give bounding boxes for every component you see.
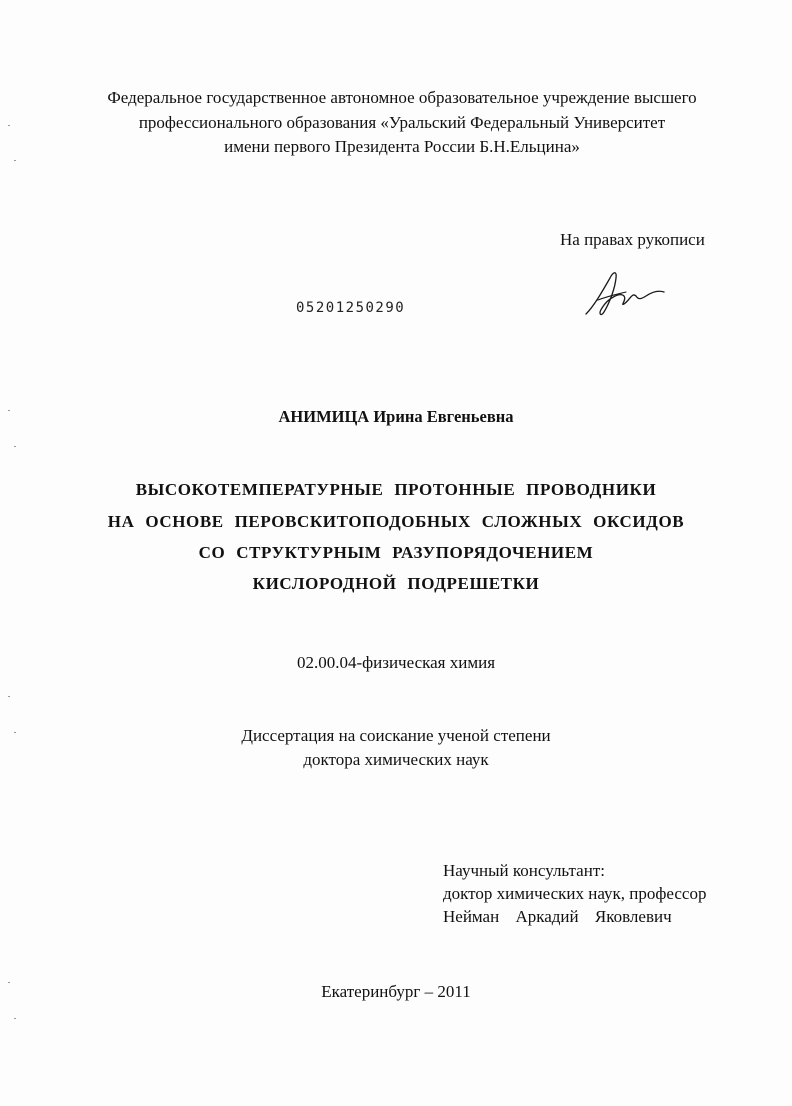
- consultant-name: Нейман Аркадий Яковлевич: [443, 907, 672, 926]
- degree-line-2: доктора химических наук: [303, 750, 489, 769]
- thesis-title-line-3: СО СТРУКТУРНЫМ РАЗУПОРЯДОЧЕНИЕМ: [198, 543, 594, 562]
- consultant-label: Научный консультант:: [443, 861, 605, 880]
- catalog-number: 05201250290: [296, 300, 406, 316]
- scan-margin-mark: [14, 160, 16, 161]
- author-name: АНИМИЦА Ирина Евгеньевна: [278, 407, 514, 426]
- scan-margin-mark: [8, 982, 10, 983]
- scan-margin-mark: [14, 1018, 16, 1019]
- scan-margin-mark: [8, 410, 10, 411]
- scan-margin-mark: [8, 696, 10, 697]
- scan-margin-mark: [8, 125, 10, 126]
- institution-line-1: Федеральное государственное автономное образовательное учреждение высшего: [107, 88, 697, 107]
- manuscript-rights-note: На правах рукописи: [560, 230, 705, 249]
- institution-line-3: имени первого Президента России Б.Н.Ельцина»: [224, 137, 580, 156]
- thesis-title-line-4: КИСЛОРОДНОЙ ПОДРЕШЕТКИ: [252, 574, 540, 593]
- consultant-title: доктор химических наук, профессор: [443, 884, 707, 903]
- thesis-title-line-1: ВЫСОКОТЕМПЕРАТУРНЫЕ ПРОТОННЫЕ ПРОВОДНИКИ: [135, 480, 657, 499]
- thesis-title-line-2: НА ОСНОВЕ ПЕРОВСКИТОПОДОБНЫХ СЛОЖНЫХ ОКСИДОВ: [107, 512, 685, 531]
- scan-margin-mark: [14, 732, 16, 733]
- specialty-code: 02.00.04-физическая химия: [296, 653, 496, 672]
- institution-line-2: профессионального образования «Уральский Федеральный Университет: [138, 113, 666, 132]
- signature-image: [580, 262, 666, 322]
- scan-margin-mark: [14, 446, 16, 447]
- city-year: Екатеринбург – 2011: [321, 982, 471, 1001]
- degree-line-1: Диссертация на соискание ученой степени: [241, 726, 551, 745]
